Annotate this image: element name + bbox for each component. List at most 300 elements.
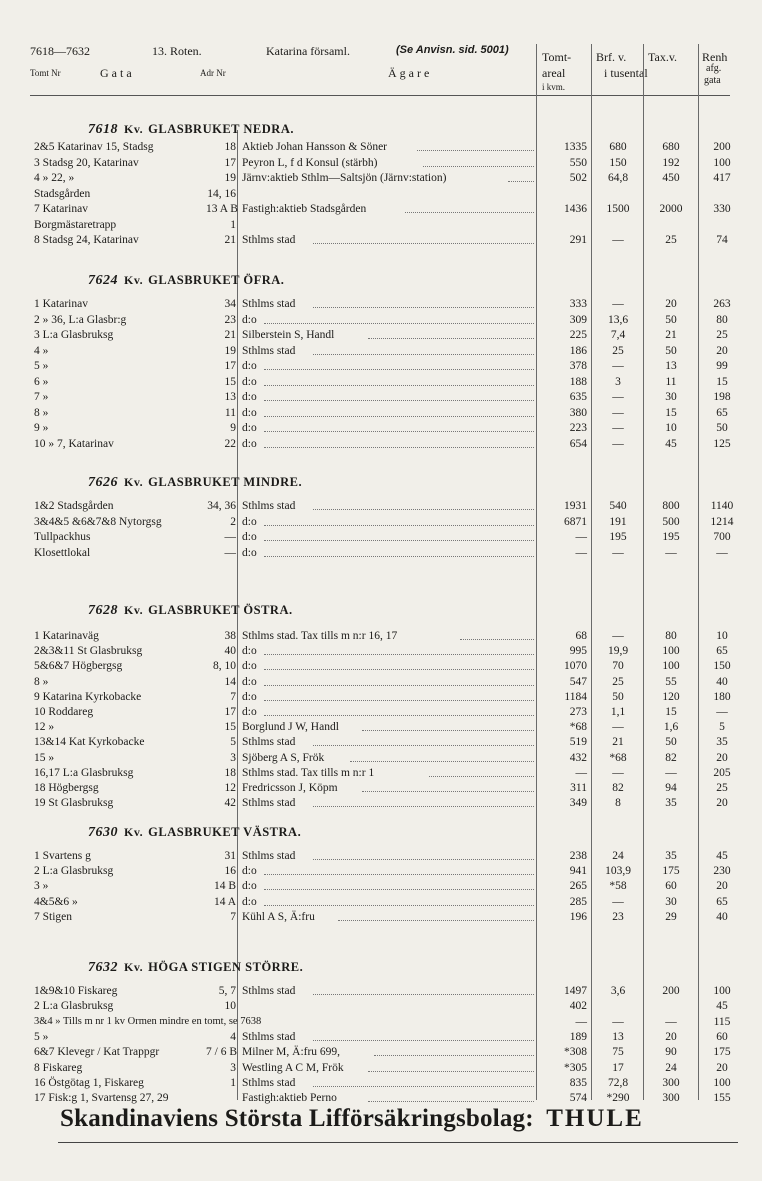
cell-areal: 995 <box>569 645 587 658</box>
cell-brf-value: 21 <box>612 736 624 749</box>
cell-renh-value: 155 <box>713 1092 731 1105</box>
leader-dots <box>417 140 534 151</box>
cell-areal: 265 <box>569 880 587 893</box>
cell-tax-value: 15 <box>665 406 677 419</box>
leader-dots <box>313 849 534 860</box>
header-areal: areal <box>542 66 566 80</box>
cell-owner: Sthlms stad <box>242 797 296 810</box>
header-tusental: i tusental <box>604 66 648 80</box>
cell-address-number: 3 <box>230 1061 236 1074</box>
leader-dots <box>264 313 534 324</box>
cell-renh-value: 330 <box>713 203 731 215</box>
cell-areal: 285 <box>569 895 587 908</box>
table-row <box>0 675 762 689</box>
leader-dots <box>313 233 534 244</box>
cell-tax-value: 120 <box>662 690 680 703</box>
cell-areal: 519 <box>569 736 587 749</box>
cell-address: 2 L:a Glasbruksg <box>34 865 114 878</box>
table-row <box>0 359 762 373</box>
block-kv-label: Kv. <box>124 273 144 287</box>
cell-address: Klosettlokal <box>34 546 91 559</box>
cell-brf-value: 13,6 <box>607 313 629 326</box>
cell-renh-value: 10 <box>716 630 728 642</box>
cell-address: 6 » <box>34 375 49 388</box>
cell-renh-value: 45 <box>716 1000 728 1013</box>
block-kv-label: Kv. <box>124 825 144 839</box>
cell-brf-value: — <box>612 360 624 372</box>
block-name: GLASBRUKET MINDRE. <box>148 475 303 489</box>
cell-address-number: 22 <box>224 437 236 450</box>
cell-owner: d:o <box>242 422 257 434</box>
cell-brf-value: 540 <box>609 500 627 512</box>
cell-brf-value: — <box>612 766 624 779</box>
cell-owner: Sthlms stad <box>242 500 296 512</box>
table-row <box>0 1091 762 1105</box>
leader-dots <box>264 375 534 386</box>
cell-tax-value: 21 <box>665 329 677 341</box>
cell-areal: 1335 <box>564 141 587 153</box>
cell-tax-value: 100 <box>662 660 680 673</box>
leader-dots <box>264 530 534 541</box>
cell-address: 2 L:a Glasbruksg <box>34 1000 114 1013</box>
cell-address-number: 42 <box>224 797 236 810</box>
cell-address-number: 15 <box>224 721 236 734</box>
cell-address-number: 5 <box>230 736 236 749</box>
footer-advert <box>60 1105 644 1133</box>
cell-renh-value: — <box>716 706 728 718</box>
cell-address: 2 » 36, L:a Glasbr:g <box>34 313 127 326</box>
leader-dots <box>264 406 534 417</box>
cell-areal: 547 <box>569 675 587 688</box>
block-title <box>88 960 303 976</box>
table-row <box>0 218 762 232</box>
table-row <box>0 530 762 544</box>
cell-renh-value: 99 <box>716 360 728 372</box>
cell-tax-value: 1,6 <box>663 721 679 734</box>
block-title <box>88 825 301 841</box>
table-row <box>0 849 762 863</box>
table-row <box>0 895 762 909</box>
cell-areal: 309 <box>569 313 587 326</box>
cell-areal: 635 <box>569 391 587 403</box>
cell-brf-value: 13 <box>612 1030 624 1043</box>
cell-address: Borgmästaretrapp <box>34 218 117 231</box>
leader-dots <box>264 390 534 401</box>
header-district: 13. Roten. <box>152 44 202 58</box>
cell-tax-value: 175 <box>662 865 680 878</box>
cell-tax-value: — <box>665 1015 677 1028</box>
cell-renh-value: 115 <box>713 1015 731 1028</box>
cell-brf-value: 3 <box>615 375 621 388</box>
cell-areal: 68 <box>575 630 587 642</box>
cell-brf-value: — <box>612 721 624 734</box>
cell-address-number: 18 <box>224 141 236 153</box>
cell-address: 9 Katarina Kyrkobacke <box>34 690 142 703</box>
cell-address-number: 21 <box>224 329 236 341</box>
cell-areal: 223 <box>569 422 587 434</box>
cell-owner: d:o <box>242 865 257 878</box>
cell-tax-value: 82 <box>665 751 677 764</box>
block-name: GLASBRUKET VÄSTRA. <box>148 825 302 839</box>
table-row <box>0 328 762 342</box>
cell-owner: d:o <box>242 406 257 419</box>
cell-brf-value: — <box>612 1015 624 1028</box>
block-name: GLASBRUKET ÖSTRA. <box>148 603 293 617</box>
cell-address-number: 21 <box>224 234 236 246</box>
cell-renh-value: 50 <box>716 422 728 434</box>
cell-owner: Sthlms stad <box>242 1076 296 1089</box>
table-row <box>0 781 762 795</box>
leader-dots <box>423 156 534 167</box>
cell-address: 7 » <box>34 391 49 403</box>
cell-tax-value: 45 <box>665 437 677 450</box>
header-tomtareal: Tomt- <box>542 50 572 64</box>
table-row <box>0 344 762 358</box>
leader-dots <box>264 879 534 890</box>
header-renh: Renh <box>702 50 728 64</box>
table-row <box>0 1015 762 1029</box>
table-row <box>0 1045 762 1059</box>
cell-areal: — <box>575 1015 587 1028</box>
cell-tax-value: 90 <box>665 1046 677 1059</box>
cell-address: 3&4&5 &6&7&8 Nytorgsg <box>34 515 162 528</box>
leader-dots <box>264 690 534 701</box>
leader-dots <box>313 1076 534 1087</box>
cell-renh-value: 263 <box>713 298 731 310</box>
cell-tax-value: 11 <box>665 375 677 388</box>
cell-brf-value: 191 <box>609 515 627 528</box>
cell-tax-value: 30 <box>665 895 677 908</box>
cell-owner: Sthlms stad <box>242 344 296 357</box>
header-brf: Brf. v. <box>596 50 627 64</box>
cell-renh-value: 20 <box>716 751 728 764</box>
cell-renh-value: 35 <box>716 736 728 749</box>
cell-tax-value: 10 <box>665 422 677 434</box>
cell-address: 16,17 L:a Glasbruksg <box>34 766 134 779</box>
cell-brf-value: *290 <box>606 1092 630 1105</box>
cell-owner: Fastigh:aktieb Perno <box>242 1092 337 1105</box>
cell-tax-value: 200 <box>662 985 680 997</box>
table-row <box>0 629 762 643</box>
table-row <box>0 659 762 673</box>
cell-owner: Sjöberg A S, Frök <box>242 751 325 764</box>
cell-address-number: 17 <box>224 360 236 372</box>
leader-dots <box>264 359 534 370</box>
cell-address-number: 4 <box>230 1030 236 1043</box>
cell-address-number: 17 <box>224 156 236 169</box>
cell-renh-value: 5 <box>719 721 725 734</box>
cell-renh-value: 65 <box>716 406 728 419</box>
cell-renh-value: 74 <box>716 234 728 246</box>
cell-owner: d:o <box>242 880 257 893</box>
cell-address-number: 9 <box>230 422 236 434</box>
cell-address: 8 » <box>34 675 49 688</box>
cell-brf-value: — <box>612 298 624 310</box>
cell-address: 7 Katarinav <box>34 203 88 215</box>
table-row <box>0 171 762 185</box>
table-row <box>0 751 762 765</box>
cell-brf-value: 25 <box>612 344 624 357</box>
leader-dots <box>264 705 534 716</box>
cell-brf-value: — <box>612 437 624 450</box>
table-row <box>0 375 762 389</box>
cell-renh-value: 40 <box>716 910 728 923</box>
cell-address: Tullpackhus <box>34 531 91 543</box>
cell-owner: Sthlms stad <box>242 234 296 246</box>
header-tax: Tax.v. <box>648 50 678 64</box>
cell-renh-value: 15 <box>716 375 728 388</box>
cell-address-number: 2 <box>230 515 236 528</box>
cell-areal: 333 <box>569 298 587 310</box>
cell-address-number: 13 A B <box>206 203 238 215</box>
cell-address: 4 » 22, » <box>34 172 75 184</box>
block-title <box>88 475 302 491</box>
cell-address-number: 19 <box>224 344 236 357</box>
cell-address: 7 Stigen <box>34 910 73 923</box>
block-name: HÖGA STIGEN STÖRRE. <box>148 960 304 974</box>
cell-areal: 311 <box>570 782 587 794</box>
block-kv-label: Kv. <box>124 122 144 136</box>
cell-brf-value: 17 <box>612 1061 624 1074</box>
table-row <box>0 720 762 734</box>
leader-dots <box>313 499 534 510</box>
cell-address: 1 Svartens g <box>34 850 91 862</box>
cell-address: 18 Högbergsg <box>34 782 99 794</box>
cell-renh-value: 80 <box>716 313 728 326</box>
cell-tax-value: 800 <box>662 500 680 512</box>
leader-dots <box>264 644 534 655</box>
table-row <box>0 690 762 704</box>
cell-address: 12 » <box>34 721 55 734</box>
cell-address-number: — <box>224 531 236 543</box>
cell-owner: Peyron L, f d Konsul (stärbh) <box>242 156 378 169</box>
leader-dots <box>313 984 534 995</box>
cell-owner: d:o <box>242 437 257 450</box>
cell-areal: — <box>575 766 587 779</box>
header-gata: G a t a <box>100 66 132 80</box>
cell-renh-value: 60 <box>716 1030 728 1043</box>
leader-dots <box>460 629 535 640</box>
cell-areal: 550 <box>569 156 587 169</box>
block-kv-label: Kv. <box>124 603 144 617</box>
table-row <box>0 984 762 998</box>
cell-owner: Silberstein S, Handl <box>242 329 335 341</box>
block-title <box>88 273 284 289</box>
table-row <box>0 864 762 878</box>
cell-tax-value: 680 <box>662 141 680 153</box>
cell-address-number: 7 <box>230 690 236 703</box>
leader-dots <box>264 895 534 906</box>
cell-areal: 189 <box>569 1030 587 1043</box>
cell-address: 2&5 Katarinav 15, Stadsg <box>34 141 154 153</box>
cell-tax-value: 300 <box>662 1092 680 1105</box>
cell-renh-value: 45 <box>716 850 728 862</box>
cell-owner: Borglund J W, Handl <box>242 721 339 734</box>
leader-dots <box>338 910 535 921</box>
leader-dots <box>368 328 534 339</box>
leader-dots <box>362 781 534 792</box>
cell-tax-value: 25 <box>665 234 677 246</box>
cell-tax-value: 50 <box>665 736 677 749</box>
cell-address: 2&3&11 St Glasbruksg <box>34 645 143 658</box>
table-row <box>0 499 762 513</box>
cell-address-number: 3 <box>230 751 236 764</box>
cell-areal: 349 <box>569 797 587 810</box>
cell-areal: 654 <box>569 437 587 450</box>
cell-renh-value: 65 <box>716 895 728 908</box>
cell-address: 3 L:a Glasbruksg <box>34 329 114 341</box>
cell-brf-value: — <box>612 391 624 403</box>
cell-renh-value: 40 <box>716 675 728 688</box>
table-row <box>0 1076 762 1090</box>
header-reference: (Se Anvisn. sid. 5001) <box>396 44 509 56</box>
table-row <box>0 390 762 404</box>
cell-renh-value: 180 <box>713 690 731 703</box>
cell-renh-value: 417 <box>713 172 731 184</box>
cell-owner: d:o <box>242 546 257 559</box>
cell-areal: *308 <box>564 1046 587 1059</box>
cell-areal: *68 <box>569 721 587 734</box>
cell-address-number: 14 <box>224 675 236 688</box>
cell-brf-value: 1,1 <box>610 706 626 718</box>
header-afg: afg. <box>706 63 722 74</box>
cell-areal: 186 <box>569 344 587 357</box>
cell-areal: — <box>575 531 587 543</box>
cell-address: 3&4 » Tills m nr 1 kv Ormen mindre en tomt, se 7638 <box>34 1015 262 1027</box>
cell-tax-value: 300 <box>662 1076 680 1089</box>
cell-owner: Järnv:aktieb Sthlm—Saltsjön (Järnv:station) <box>242 172 447 184</box>
cell-owner: Milner M, Ä:fru 699, <box>242 1046 341 1059</box>
block-name: GLASBRUKET NEDRA. <box>148 122 294 136</box>
cell-owner: d:o <box>242 645 257 658</box>
cell-brf-value: 23 <box>612 910 624 923</box>
block-number: 7632 <box>88 960 118 975</box>
block-number: 7624 <box>88 273 118 288</box>
cell-owner: Fastigh:aktieb Stadsgården <box>242 203 367 215</box>
block-title <box>88 122 294 138</box>
cell-brf-value: *58 <box>609 880 627 893</box>
cell-address-number: 12 <box>224 782 236 794</box>
cell-address-number: 16 <box>224 865 236 878</box>
table-row <box>0 546 762 560</box>
cell-address: 17 Fisk:g 1, Svartensg 27, 29 <box>34 1092 169 1105</box>
cell-brf-value: 150 <box>609 156 627 169</box>
leader-dots <box>264 675 534 686</box>
cell-brf-value: 7,4 <box>610 329 626 341</box>
cell-brf-value: — <box>612 546 624 559</box>
cell-address: 10 » 7, Katarinav <box>34 437 114 450</box>
cell-areal: 291 <box>569 234 587 246</box>
cell-brf-value: 25 <box>612 675 624 688</box>
cell-brf-value: 19,9 <box>607 645 629 658</box>
cell-tax-value: 50 <box>665 313 677 326</box>
cell-areal: 1497 <box>564 985 587 997</box>
footer-brand: THULE <box>546 1105 644 1132</box>
cell-owner: Sthlms stad. Tax tills m n:r 16, 17 <box>242 630 398 642</box>
table-row <box>0 156 762 170</box>
cell-address-number: 13 <box>224 391 236 403</box>
block-name: GLASBRUKET ÖFRA. <box>148 273 285 287</box>
cell-areal: 188 <box>569 375 587 388</box>
cell-owner: d:o <box>242 660 257 673</box>
cell-brf-value: — <box>612 630 624 642</box>
table-row <box>0 879 762 893</box>
cell-areal: 432 <box>569 751 587 764</box>
cell-owner: d:o <box>242 675 257 688</box>
cell-tax-value: 35 <box>665 797 677 810</box>
cell-owner: Kühl A S, Ä:fru <box>242 910 315 923</box>
cell-address-number: 11 <box>224 406 236 419</box>
leader-dots <box>362 720 534 731</box>
cell-address-number: 38 <box>224 630 236 642</box>
leader-dots <box>508 171 534 182</box>
leader-dots <box>350 751 534 762</box>
cell-brf-value: 64,8 <box>607 172 629 184</box>
cell-owner: Sthlms stad <box>242 985 296 997</box>
cell-tax-value: 195 <box>662 531 680 543</box>
cell-address-number: — <box>224 546 236 559</box>
cell-tax-value: 20 <box>665 1030 677 1043</box>
cell-tax-value: 30 <box>665 391 677 403</box>
table-row <box>0 140 762 154</box>
cell-brf-value: 680 <box>609 141 627 153</box>
header-rule <box>30 95 730 96</box>
cell-address: 5 » <box>34 1030 49 1043</box>
cell-owner: d:o <box>242 375 257 388</box>
cell-address-number: 31 <box>224 850 236 862</box>
table-row <box>0 233 762 247</box>
cell-owner: Sthlms stad <box>242 1030 296 1043</box>
cell-areal: 273 <box>569 706 587 718</box>
cell-owner: Fredricsson J, Köpm <box>242 782 338 794</box>
cell-address-number: 17 <box>224 706 236 718</box>
cell-address: Stadsgården <box>34 187 91 200</box>
cell-areal: 574 <box>569 1092 587 1105</box>
table-row <box>0 796 762 810</box>
cell-address-number: 19 <box>224 172 236 184</box>
cell-owner: Aktieb Johan Hansson & Söner <box>242 141 388 153</box>
cell-tax-value: 15 <box>665 706 677 718</box>
cell-owner: d:o <box>242 895 257 908</box>
cell-tax-value: 500 <box>662 515 680 528</box>
cell-areal: 835 <box>569 1076 587 1089</box>
leader-dots <box>264 421 534 432</box>
cell-tax-value: — <box>665 546 677 559</box>
table-row <box>0 999 762 1013</box>
cell-brf-value: 24 <box>612 850 624 862</box>
cell-owner: d:o <box>242 391 257 403</box>
header-tomt-nr: Tomt Nr <box>30 68 61 78</box>
header-range: 7618—7632 <box>30 44 90 58</box>
cell-owner: Westling A C M, Frök <box>242 1061 344 1074</box>
cell-brf-value: 195 <box>609 531 627 543</box>
cell-brf-value: 50 <box>612 690 624 703</box>
cell-address: 1&2 Stadsgården <box>34 500 114 512</box>
leader-dots <box>313 735 534 746</box>
cell-address: 15 » <box>34 751 55 764</box>
cell-address: 6&7 Klevegr / Kat Trappgr <box>34 1046 160 1059</box>
header-agare: Ä g a r e <box>388 66 430 80</box>
leader-dots <box>368 1061 534 1072</box>
cell-address-number: 5, 7 <box>218 985 236 997</box>
cell-address: 1&9&10 Fiskareg <box>34 985 118 997</box>
leader-dots <box>264 437 534 448</box>
cell-brf-value: — <box>612 406 624 419</box>
cell-renh-value: 65 <box>716 645 728 658</box>
cell-address: 3 » <box>34 880 49 893</box>
block-number: 7626 <box>88 475 118 490</box>
cell-address: 8 » <box>34 406 49 419</box>
